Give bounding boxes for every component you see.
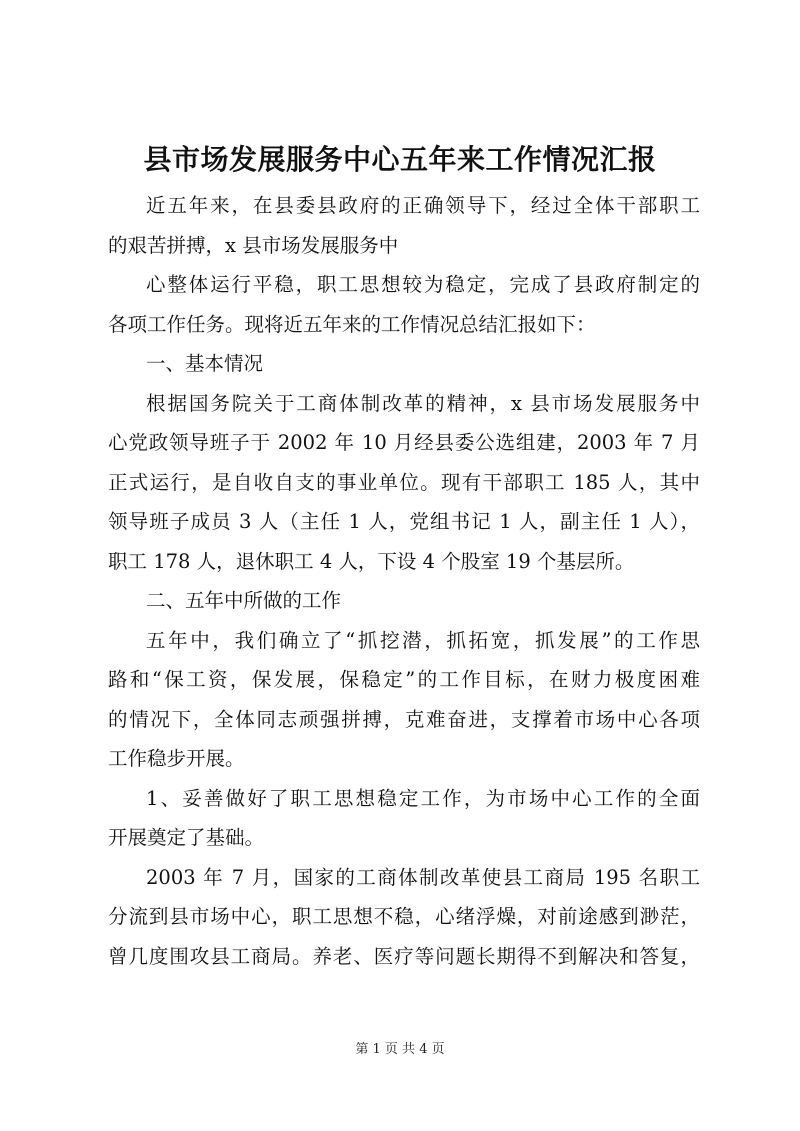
text-line: 五年中，我们确立了“抓挖潜，抓拓宽，抓发展”的工作思 [146, 628, 700, 652]
text-line: 领导班子成员 3 人（主任 1 人，党组书记 1 人，副主任 1 人）， [108, 510, 700, 533]
text-line: 一、基本情况 [146, 352, 264, 375]
text-line: 正式运行，是自收自支的事业单位。现有干部职工 185 人，其中 [108, 470, 700, 494]
page-footer: 第 1 页 共 4 页 [355, 1042, 445, 1057]
text-line: 心党政领导班子于 2002 年 10 月经县委公选组建，2003 年 7 月 [108, 431, 700, 454]
text-line: 心整体运行平稳，职工思想较为稳定，完成了县政府制定的 [146, 273, 700, 296]
text-line: 二、五年中所做的工作 [146, 589, 342, 612]
text-line: 职工 178 人，退休职工 4 人，下设 4 个股室 19 个基层所。 [108, 549, 635, 573]
text-line: 根据国务院关于工商体制改革的精神，x 县市场发展服务中 [146, 391, 700, 415]
text-line: 近五年来，在县委县政府的正确领导下，经过全体干部职工 [146, 194, 700, 217]
text-line: 曾几度围攻县工商局。养老、医疗等问题长期得不到解决和答复， [108, 944, 700, 968]
text-line: 的情况下，全体同志顽强拼搏，克难奋进，支撑着市场中心各项 [108, 707, 700, 731]
text-line: 分流到县市场中心，职工思想不稳，心绪浮燥，对前途感到渺茫， [108, 905, 700, 928]
text-line: 1、妥善做好了职工思想稳定工作，为市场中心工作的全面 [146, 786, 700, 810]
document-body [108, 186, 700, 976]
text-line: 各项工作任务。现将近五年来的工作情况总结汇报如下： [108, 312, 596, 336]
text-line: 工作稳步开展。 [108, 747, 245, 770]
text-line: 的艰苦拼搏，x 县市场发展服务中 [108, 233, 399, 257]
document-title: 县市场发展服务中心五年来工作情况汇报 [143, 143, 657, 176]
text-line: 开展奠定了基础。 [108, 826, 265, 849]
text-line: 路和“保工资，保发展，保稳定”的工作目标，在财力极度困难 [108, 668, 700, 691]
text-line: 2003 年 7 月，国家的工商体制改革使县工商局 195 名职工 [146, 865, 700, 889]
